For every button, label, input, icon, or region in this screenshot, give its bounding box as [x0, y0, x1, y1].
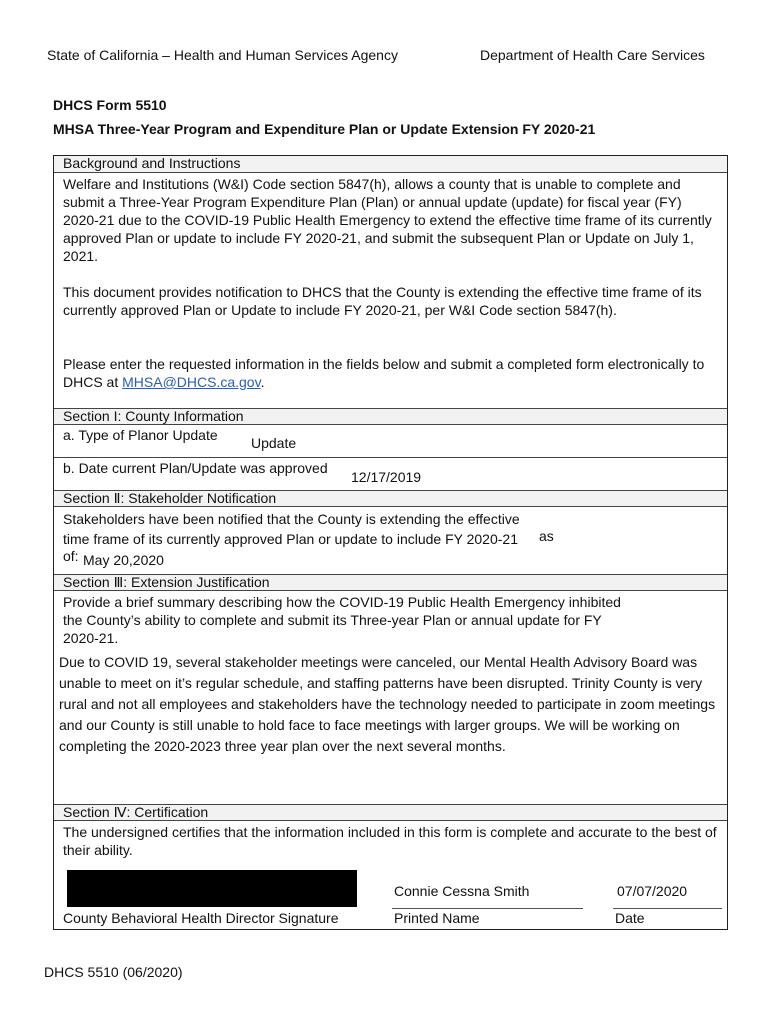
header-department: Department of Health Care Services — [480, 47, 705, 63]
background-para-3 — [63, 355, 713, 391]
certification-statement: The undersigned certifies that the information included in this form is complete and accurate to the best of their ability. — [63, 824, 717, 858]
date-value[interactable]: 07/07/2020 — [617, 883, 688, 899]
stakeholder-line-2: time frame of its currently approved Plan or update to include FY 2020-21 — [63, 531, 518, 547]
section-4-heading: Section Ⅳ: Certification — [54, 804, 727, 821]
email-link[interactable]: MHSA@DHCS.ca.gov — [122, 374, 261, 390]
stakeholder-line-1: Stakeholders have been notified that the County is extending the effective — [63, 511, 520, 527]
section-3-heading: Section Ⅲ: Extension Justification — [54, 574, 727, 591]
header-agency: State of California – Health and Human Services Agency — [47, 47, 398, 63]
justification-prompt: Provide a brief summary describing how the COVID-19 Public Health Emergency inhibited the County’s ability to complete and submit its Three-year Plan or annual update for FY 2020-21. — [63, 594, 621, 646]
background-para-2: This document provides notification to DHCS that the County is extending the effective time frame of its currently approved Plan or Update to include FY 2020-21, per W&I Code section 5847(h). — [63, 284, 702, 318]
printed-name-value[interactable]: Connie Cessna Smith — [394, 883, 530, 899]
form-title: MHSA Three-Year Program and Expenditure Plan or Update Extension FY 2020-21 — [53, 121, 596, 137]
type-value[interactable]: Update — [251, 435, 297, 451]
signature-label: County Behavioral Health Director Signature — [63, 910, 339, 926]
stakeholder-of: of: — [63, 548, 79, 564]
background-para-3-text: Please enter the requested information in the fields below and submit a completed form electronically to DHCS at — [63, 356, 705, 390]
stakeholder-as: as — [539, 528, 554, 544]
background-heading: Background and Instructions — [54, 156, 727, 173]
form-box — [53, 155, 728, 930]
section-1-heading: Section I: County Information — [54, 408, 727, 425]
background-para-1: Welfare and Institutions (W&I) Code section 5847(h), allows a county that is unable to complete and submit a Three-Year Program Expenditure Plan (Plan) or annual update (update) for fiscal year (FY) 2020-21 due to the COVID-19 Public Health Emergency to extend the effective time frame of its currently approved Plan or update to include FY 2020-21, and submit the subsequent Plan or Update on July 1, 2021. — [63, 176, 712, 264]
section-2-heading: Section Ⅱ: Stakeholder Notification — [54, 490, 727, 507]
printed-name-label: Printed Name — [394, 910, 480, 926]
footer-form-id: DHCS 5510 (06/2020) — [44, 964, 183, 980]
form-number: DHCS Form 5510 — [53, 97, 167, 113]
background-para-3-end: . — [260, 374, 265, 390]
approval-date-value[interactable]: 12/17/2019 — [351, 469, 422, 485]
justification-response[interactable]: Due to COVID 19, several stakeholder meetings were canceled, our Mental Health Advisory Board was unable to meet on it’s regular schedule, and staffing patterns have been disrupted. Trinity County is very rural and not all employees and stakeholders have the technology needed to participate in zoom meetings and our County is still unable to hold face to face meetings with larger groups. We will be working on completing the 2020-2023 three year plan over the next several months. — [59, 654, 716, 754]
date-label: Date — [615, 910, 645, 926]
type-label: a. Type of Planor Update — [63, 427, 218, 443]
approval-date-label: b. Date current Plan/Update was approved — [63, 460, 328, 476]
signature-redacted — [67, 870, 357, 907]
stakeholder-date[interactable]: May 20,2020 — [83, 552, 164, 568]
